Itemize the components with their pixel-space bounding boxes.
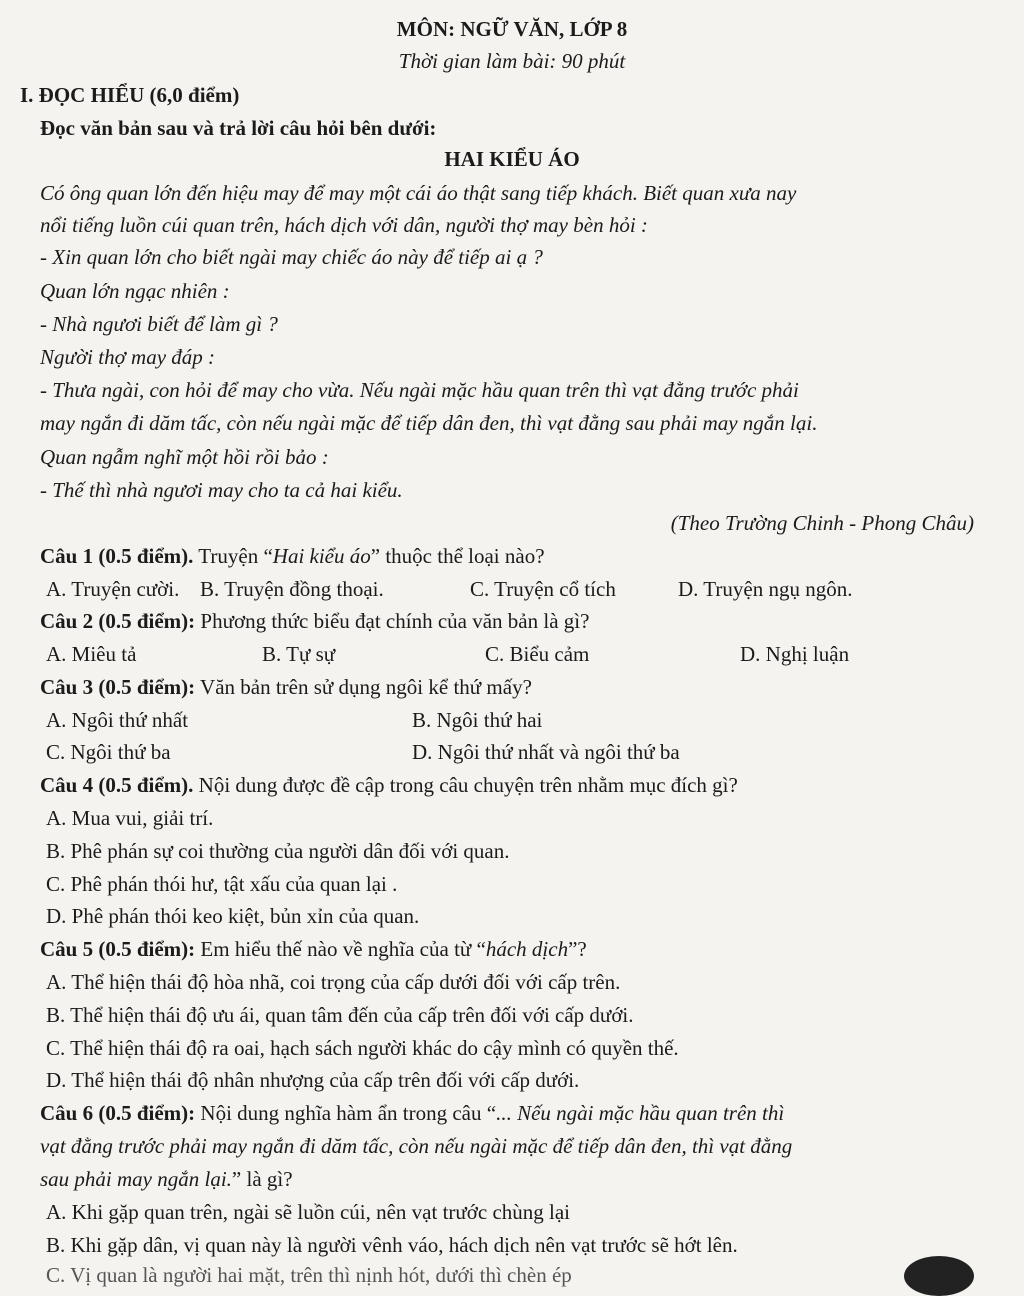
story-line: - Thế thì nhà ngươi may cho ta cả hai kiểu.	[40, 478, 403, 502]
story-source: (Theo Trường Chinh - Phong Châu)	[670, 511, 974, 535]
subject-heading: MÔN: NGỮ VĂN, LỚP 8	[396, 17, 628, 41]
question-2-head: Câu 2 (0.5 điểm):	[40, 609, 196, 633]
question-4: Câu 4 (0.5 điểm). Nội dung được đề cập trong câu chuyện trên nhằm mục đích gì?	[40, 773, 738, 797]
time-limit: Thời gian làm bài: 90 phút	[398, 49, 626, 73]
q2-option-d: D. Nghị luận	[740, 642, 850, 666]
question-6-end: sau phải may ngắn lại.” là gì?	[40, 1167, 293, 1191]
q3-option-b: B. Ngôi thứ hai	[412, 708, 543, 732]
question-4-head: Câu 4 (0.5 điểm).	[40, 773, 194, 797]
question-1-head: Câu 1 (0.5 điểm).	[40, 544, 194, 568]
q4-option-d: D. Phê phán thói keo kiệt, bủn xỉn của quan.	[46, 904, 420, 928]
q2-option-a: A. Miêu tả	[46, 642, 137, 666]
q6-option-c: C. Vị quan là người hai mặt, trên thì nịnh hót, dưới thì chèn ép	[46, 1263, 572, 1287]
q5-option-a: A. Thể hiện thái độ hòa nhã, coi trọng của cấp dưới đối với cấp trên.	[46, 970, 621, 994]
question-6-head: Câu 6 (0.5 điểm):	[40, 1101, 196, 1125]
question-5: Câu 5 (0.5 điểm): Em hiểu thế nào về nghĩa của từ “hách dịch”?	[40, 937, 587, 961]
question-6-quote: vạt đằng trước phải may ngắn đi dăm tấc, còn nếu ngài mặc để tiếp dân đen, thì vạt đằng	[40, 1134, 793, 1158]
q3-option-d: D. Ngôi thứ nhất và ngôi thứ ba	[412, 740, 680, 764]
q2-option-b: B. Tự sự	[262, 642, 336, 666]
q2-option-c: C. Biểu cảm	[485, 642, 590, 666]
story-line: - Xin quan lớn cho biết ngài may chiếc áo này để tiếp ai ạ ?	[40, 245, 543, 269]
story-line: Quan lớn ngạc nhiên :	[40, 279, 230, 303]
question-6: Câu 6 (0.5 điểm): Nội dung nghĩa hàm ẩn trong câu “... Nếu ngài mặc hầu quan trên thì	[40, 1101, 785, 1125]
q6-option-b: B. Khi gặp dân, vị quan này là người vênh váo, hách dịch nên vạt trước sẽ hớt lên.	[46, 1233, 738, 1257]
question-5-head: Câu 5 (0.5 điểm):	[40, 937, 196, 961]
story-title: HAI KIỂU ÁO	[444, 147, 580, 171]
section-instruction: Đọc văn bản sau và trả lời câu hỏi bên dưới:	[40, 116, 437, 140]
q3-option-a: A. Ngôi thứ nhất	[46, 708, 189, 732]
q6-option-a: A. Khi gặp quan trên, ngài sẽ luồn cúi, nên vạt trước chùng lại	[46, 1200, 571, 1224]
q1-option-a: A. Truyện cười.	[46, 577, 180, 601]
q1-option-c: C. Truyện cổ tích	[470, 577, 616, 601]
question-1: Câu 1 (0.5 điểm). Truyện “Hai kiểu áo” thuộc thể loại nào?	[40, 544, 545, 568]
question-2: Câu 2 (0.5 điểm): Phương thức biểu đạt chính của văn bản là gì?	[40, 609, 590, 633]
story-line: Có ông quan lớn đến hiệu may để may một cái áo thật sang tiếp khách. Biết quan xưa nay	[40, 181, 797, 205]
q5-option-d: D. Thể hiện thái độ nhân nhượng của cấp trên đối với cấp dưới.	[46, 1068, 580, 1092]
q4-option-b: B. Phê phán sự coi thường của người dân đối với quan.	[46, 839, 510, 863]
q1-option-b: B. Truyện đồng thoại.	[200, 577, 384, 601]
story-line: Người thợ may đáp :	[40, 345, 216, 369]
finger-shadow	[904, 1256, 974, 1296]
q5-option-b: B. Thể hiện thái độ ưu ái, quan tâm đến của cấp trên đối với cấp dưới.	[46, 1003, 634, 1027]
story-line: Quan ngẫm nghĩ một hồi rồi bảo :	[40, 445, 329, 469]
q3-option-c: C. Ngôi thứ ba	[46, 740, 171, 764]
story-line: nổi tiếng luồn cúi quan trên, hách dịch với dân, người thợ may bèn hỏi :	[40, 213, 648, 237]
story-line: may ngắn đi dăm tấc, còn nếu ngài mặc để tiếp dân đen, thì vạt đằng sau phải may ngắn lại.	[40, 411, 818, 435]
section-title: I. ĐỌC HIỂU (6,0 điểm)	[20, 83, 240, 107]
story-line: - Thưa ngài, con hỏi để may cho vừa. Nếu ngài mặc hầu quan trên thì vạt đằng trước phải	[40, 378, 799, 402]
question-3-head: Câu 3 (0.5 điểm):	[40, 675, 196, 699]
q4-option-c: C. Phê phán thói hư, tật xấu của quan lại .	[46, 872, 398, 896]
question-3: Câu 3 (0.5 điểm): Văn bản trên sử dụng ngôi kể thứ mấy?	[40, 675, 532, 699]
q5-option-c: C. Thể hiện thái độ ra oai, hạch sách người khác do cậy mình có quyền thế.	[46, 1036, 679, 1060]
story-line: - Nhà ngươi biết để làm gì ?	[40, 312, 278, 336]
q4-option-a: A. Mua vui, giải trí.	[46, 806, 214, 830]
q1-option-d: D. Truyện ngụ ngôn.	[678, 577, 853, 601]
